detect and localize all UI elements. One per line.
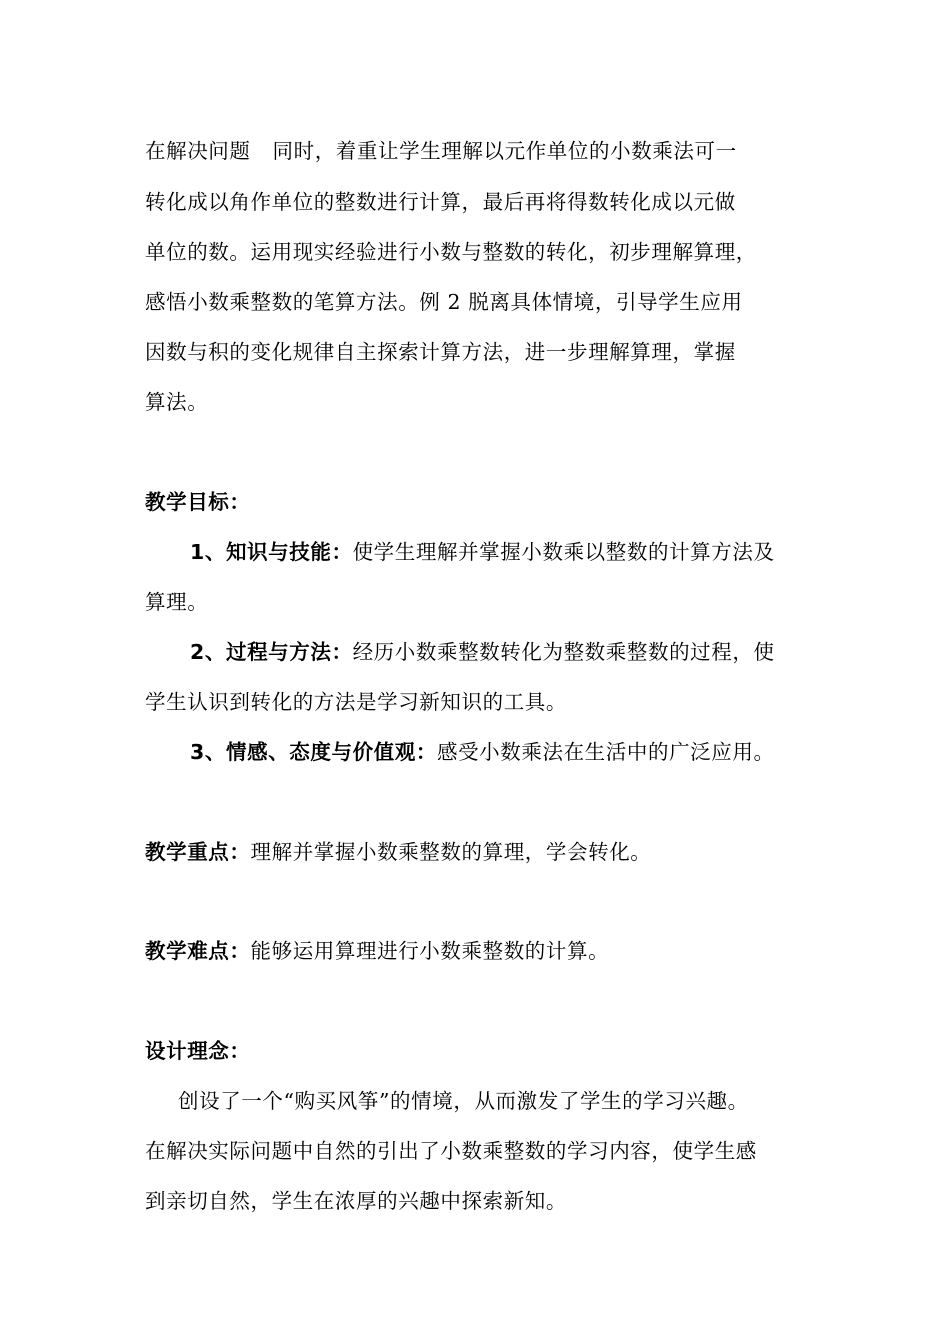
intro-line-2: 转化成以角作单位的整数进行计算，最后再将得数转化成以元做: [145, 190, 736, 214]
intro-line-5: 因数与积的变化规律自主探索计算方法，进一步理解算理，掌握: [145, 340, 736, 364]
intro-line-1: [145, 137, 835, 165]
objective-2-text: 经历小数乘整数转化为整数乘整数的过程，使: [352, 640, 775, 664]
design-line-2: 在解决实际问题中自然的引出了小数乘整数的学习内容，使学生感: [145, 1139, 757, 1163]
design-line-3: 到亲切自然，学生在浓厚的兴趣中探索新知。: [145, 1189, 567, 1213]
intro-line-4: 感悟小数乘整数的笔算方法。例 2 脱离具体情境，引导学生应用: [145, 290, 743, 314]
design-line-1: 创设了一个“购买风筝”的情境，从而激发了学生的学习兴趣。: [178, 1089, 749, 1113]
objective-1-continuation: 算理。: [145, 590, 209, 614]
objectives-heading: 教学目标：: [145, 490, 251, 514]
intro-line-1-b: 同时，着重让学生理解以元作单位的小数乘法可一: [272, 139, 737, 163]
objective-1-label: 1、知识与技能：: [190, 540, 353, 564]
design-heading: 设计理念：: [145, 1039, 251, 1063]
key-point: [145, 838, 835, 866]
intro-line-1-a: 在解决问题: [145, 139, 251, 163]
objective-item-3: [190, 738, 880, 766]
objective-item-1: [190, 538, 880, 566]
intro-line-3: 单位的数。运用现实经验进行小数与整数的转化，初步理解算理，: [145, 240, 757, 264]
difficult-point-text: 能够运用算理进行小数乘整数的计算。: [250, 939, 610, 963]
objective-item-2: [190, 638, 880, 666]
difficult-point-label: 教学难点：: [145, 939, 251, 963]
objective-2-label: 2、过程与方法：: [190, 640, 353, 664]
key-point-label: 教学重点：: [145, 840, 251, 864]
key-point-text: 理解并掌握小数乘整数的算理，学会转化。: [250, 840, 652, 864]
objective-3-text: 感受小数乘法在生活中的广泛应用。: [436, 740, 775, 764]
difficult-point: [145, 937, 835, 965]
objective-2-continuation: 学生认识到转化的方法是学习新知识的工具。: [145, 690, 567, 714]
objective-1-text: 使学生理解并掌握小数乘以整数的计算方法及: [352, 540, 775, 564]
objective-3-label: 3、情感、态度与价值观：: [190, 740, 437, 764]
intro-line-6: 算法。: [145, 390, 209, 414]
